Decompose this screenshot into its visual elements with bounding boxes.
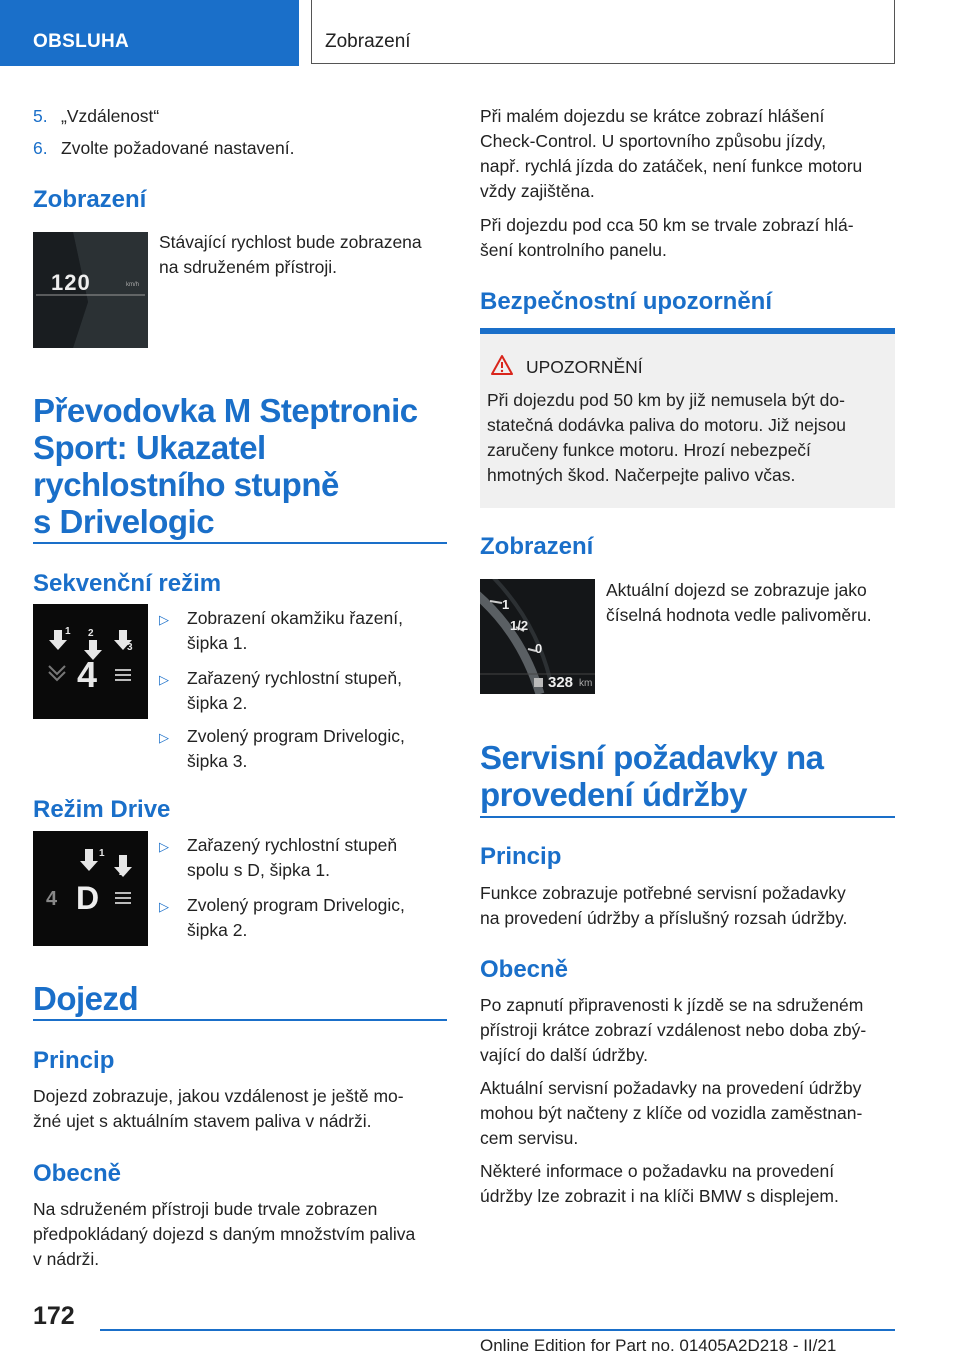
seq-item-1-cont: šipka 1. — [187, 633, 248, 653]
step-number: 5. — [33, 106, 48, 126]
gauge-label-full: 1 — [502, 597, 510, 612]
step-text: „Vzdálenost“ — [61, 106, 160, 126]
sequential-gear-image — [33, 604, 148, 719]
right-p1-2: Check-Control. U sportovního způsobu jízdy, — [480, 131, 826, 151]
bullet-icon: ▷ — [159, 730, 169, 745]
obecne-right-1: Po zapnutí připravenosti k jízdě se na sdruženém — [480, 995, 864, 1015]
bullet-icon: ▷ — [159, 612, 169, 627]
footer-rule — [100, 1329, 895, 1331]
obecne-right-5: mohou být načteny z klíče od vozidla zaměstnan‐ — [480, 1103, 863, 1123]
heading-sekvencni: Sekvenční režim — [33, 570, 222, 597]
princip-right-2: na provedení údržby a příslušný rozsah údržby. — [480, 908, 848, 928]
heading-drive: Režim Drive — [33, 796, 171, 823]
fuel-gauge-graphic — [480, 579, 595, 694]
speed-value: 120 — [51, 270, 91, 295]
drive-mode-image — [33, 831, 148, 946]
obecne-right-7: Některé informace o požadavku na provedení — [480, 1161, 835, 1181]
heading-bezpecnostni: Bezpečnostní upozornění — [480, 288, 773, 315]
range-unit: km — [579, 678, 593, 689]
warning-line-3: zaručeny funkce motoru. Hrozí nebezpečí — [487, 440, 811, 460]
heading-prevodovka-4: s Drivelogic — [33, 503, 215, 540]
obecne-right-3: vající do další údržby. — [480, 1045, 648, 1065]
princip-right-1: Funkce zobrazuje potřebné servisní požadavky — [480, 883, 846, 903]
obecne-right-4: Aktuální servisní požadavky na provedení údržby — [480, 1078, 862, 1098]
obecne-line-1: Na sdruženém přístroji bude trvale zobrazen — [33, 1199, 378, 1219]
heading-obecne: Obecně — [33, 1160, 122, 1187]
heading-rule — [33, 542, 447, 544]
heading-rule — [33, 1019, 447, 1021]
right-p1-1: Při malém dojezdu se krátce zobrazí hlášení — [480, 106, 825, 126]
heading-prevodovka-2: Sport: Ukazatel — [33, 429, 266, 466]
right-p2-1: Při dojezdu pod cca 50 km se trvale zobrazí hlá‐ — [480, 215, 854, 235]
heading-rule — [480, 816, 895, 818]
zob-right-line-2: číselná hodnota vedle palivoměru. — [606, 605, 872, 625]
fuel-gauge-image — [480, 579, 595, 694]
drive-item-2 — [159, 893, 405, 919]
svg-text:1: 1 — [65, 626, 71, 637]
warning-line-4: hmotných škod. Načerpejte palivo včas. — [487, 465, 796, 485]
heading-servis-2: provedení údržby — [480, 776, 748, 813]
step-5 — [33, 104, 159, 129]
bullet-icon: ▷ — [159, 839, 169, 854]
step-6 — [33, 136, 295, 161]
bullet-icon: ▷ — [159, 672, 169, 687]
list-text: Zařazený rychlostní stupeň, — [187, 668, 402, 688]
drive-item-1 — [159, 833, 397, 859]
heading-obecne-right: Obecně — [480, 956, 569, 983]
gauge-label-half: 1/2 — [510, 618, 529, 633]
header-topic-label: Zobrazení — [325, 31, 411, 52]
range-value: 328 — [548, 674, 574, 691]
obecne-right-8: údržby lze zobrazit i na klíči BMW s displejem. — [480, 1186, 839, 1206]
header-topic-box — [311, 0, 895, 64]
speed-display-image — [33, 232, 148, 348]
warning-box-bar — [480, 328, 895, 334]
seq-item-3-cont: šipka 3. — [187, 751, 248, 771]
list-text: Zobrazení okamžiku řazení, — [187, 608, 403, 628]
heading-dojezd: Dojezd — [33, 980, 139, 1017]
seq-item-1 — [159, 606, 403, 632]
page-number: 172 — [33, 1302, 75, 1330]
zobrazeni-text-2: na sdruženém přístroji. — [159, 257, 337, 277]
heading-prevodovka-1: Převodovka M Steptronic — [33, 392, 418, 429]
warning-line-1: Při dojezdu pod 50 km by již nemusela být do‐ — [487, 390, 845, 410]
header-section-label: OBSLUHA — [33, 31, 130, 52]
list-text: Zvolený program Drivelogic, — [187, 726, 405, 746]
warning-title: UPOZORNĚNÍ — [526, 357, 643, 377]
svg-text:2: 2 — [88, 628, 94, 639]
edition-note: Online Edition for Part no. 01405A2D218 - II/21 — [480, 1336, 837, 1355]
heading-servis-1: Servisní požadavky na — [480, 739, 824, 776]
svg-text:2: 2 — [119, 867, 125, 878]
step-text: Zvolte požadované nastavení. — [61, 138, 295, 158]
drive-item-1-cont: spolu s D, šipka 1. — [187, 860, 330, 880]
svg-text:3: 3 — [127, 642, 133, 653]
svg-text:1: 1 — [99, 848, 105, 859]
seq-item-2-cont: šipka 2. — [187, 693, 248, 713]
princip-line-1: Dojezd zobrazuje, jakou vzdálenost je ještě mo‐ — [33, 1086, 404, 1106]
obecne-line-3: v nádrži. — [33, 1249, 100, 1269]
heading-prevodovka-3: rychlostního stupně — [33, 466, 339, 503]
right-p1-4: vždy zajištěna. — [480, 181, 595, 201]
zob-right-line-1: Aktuální dojezd se zobrazuje jako — [606, 580, 867, 600]
right-p1-3: např. rychlá jízda do zatáček, není funkce motoru — [480, 156, 863, 176]
svg-text:4: 4 — [77, 654, 98, 695]
right-p2-2: šení kontrolního panelu. — [480, 240, 667, 260]
list-text: Zařazený rychlostní stupeň — [187, 835, 398, 855]
obecne-right-2: přístroji krátce zobrazí vzdálenost nebo doba zbý‐ — [480, 1020, 867, 1040]
heading-zobrazeni-right: Zobrazení — [480, 533, 594, 560]
obecne-right-6: cem servisu. — [480, 1128, 579, 1148]
warning-triangle-icon — [490, 354, 514, 376]
step-number: 6. — [33, 138, 48, 158]
speed-unit: km/h — [126, 282, 140, 288]
zobrazeni-text-1: Stávající rychlost bude zobrazena — [159, 232, 422, 252]
svg-text:4: 4 — [46, 888, 58, 910]
seq-item-2 — [159, 666, 402, 692]
drive-mode-graphic — [33, 831, 148, 946]
heading-princip-right: Princip — [480, 843, 562, 870]
bullet-icon: ▷ — [159, 899, 169, 914]
list-text: Zvolený program Drivelogic, — [187, 895, 405, 915]
heading-zobrazeni: Zobrazení — [33, 186, 147, 213]
sequential-gear-graphic — [33, 604, 148, 719]
obecne-line-2: předpokládaný dojezd s daným množstvím paliva — [33, 1224, 416, 1244]
header-section-tab — [0, 0, 299, 66]
gauge-label-empty: 0 — [535, 641, 543, 656]
seq-item-3 — [159, 724, 405, 750]
princip-line-2: žné ujet s aktuálním stavem paliva v nádrži. — [33, 1111, 372, 1131]
warning-line-2: statečná dodávka paliva do motoru. Již nejsou — [487, 415, 846, 435]
heading-princip: Princip — [33, 1047, 115, 1074]
svg-text:D: D — [76, 880, 100, 916]
drive-item-2-cont: šipka 2. — [187, 920, 248, 940]
